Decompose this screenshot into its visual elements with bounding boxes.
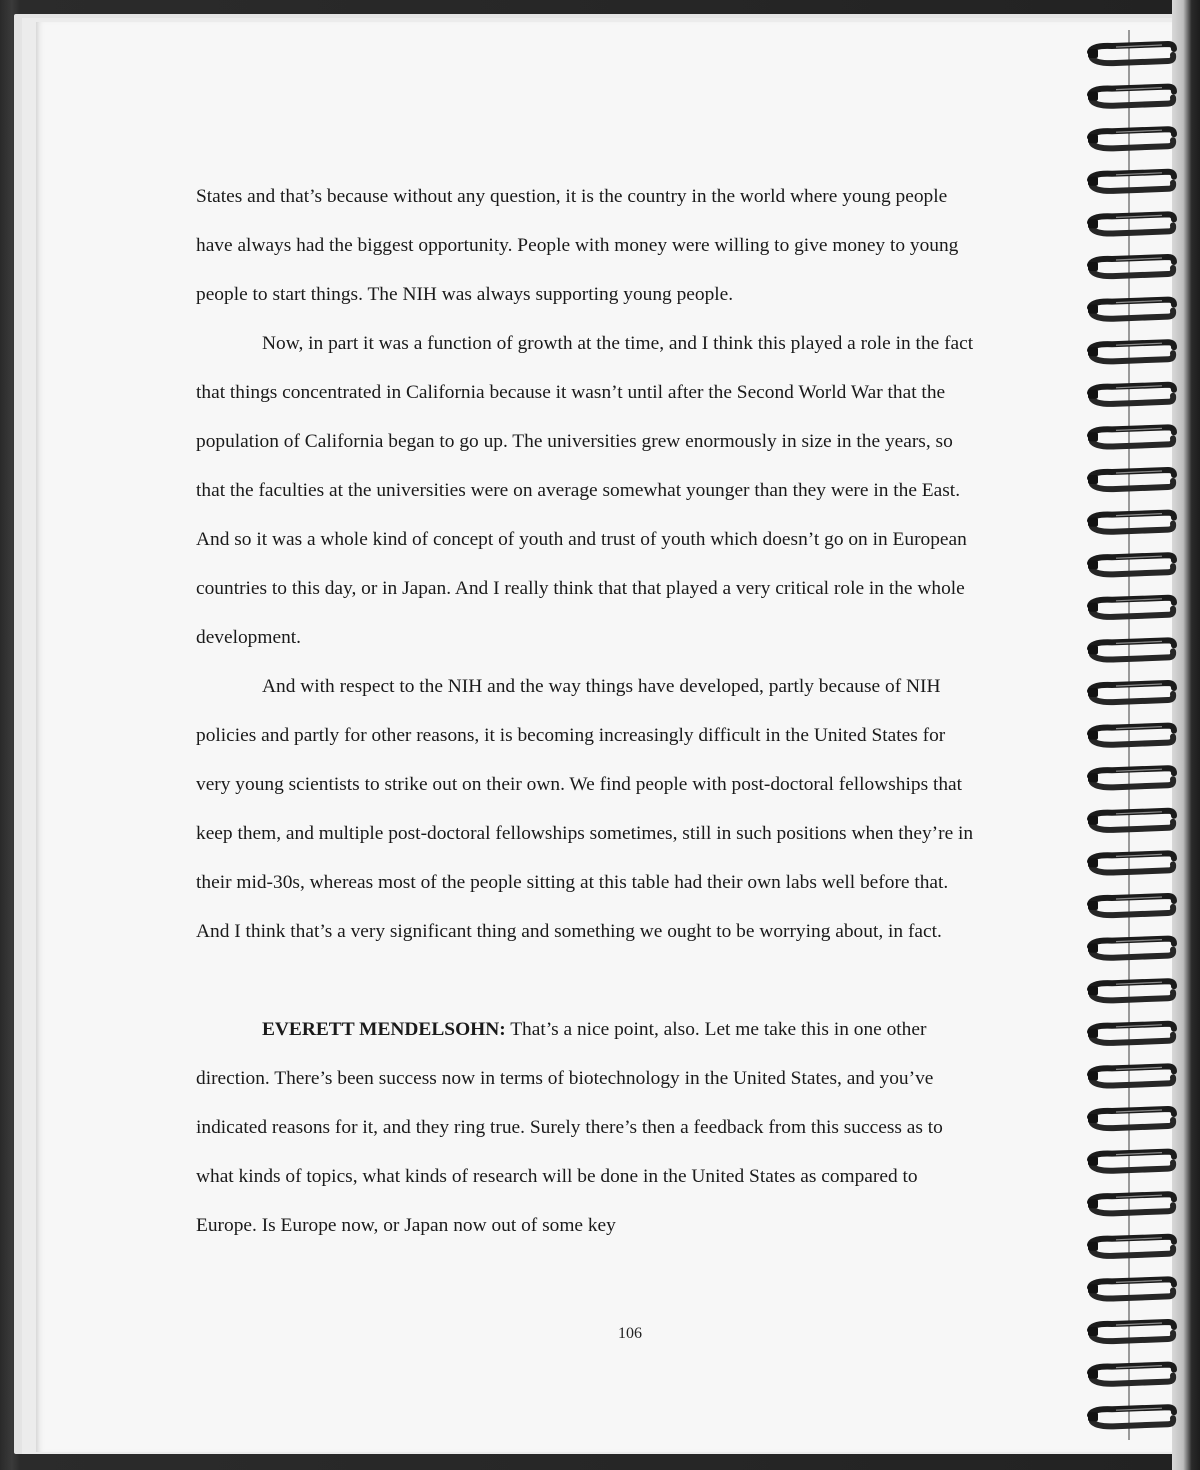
binding-coil bbox=[1088, 470, 1174, 489]
binding-coil bbox=[1088, 44, 1174, 63]
binding-coil bbox=[1088, 214, 1174, 233]
binding-coil bbox=[1088, 726, 1174, 745]
binding-coil bbox=[1088, 513, 1174, 532]
binding-coil bbox=[1088, 1024, 1174, 1043]
paragraph-4 bbox=[196, 1005, 976, 1250]
binding-coil bbox=[1088, 129, 1174, 148]
binding-coil bbox=[1088, 640, 1174, 659]
page-number: 106 bbox=[618, 1325, 642, 1342]
paragraph-3-text: And with respect to the NIH and the way things have developed, partly because of NIH policies and partly for other reasons, it is becoming increasingly difficult in the United States for very young scientists to strike out on their own. We find people with post-doctoral fellowships that keep them, and multiple post-doctoral fellowships sometimes, still in such positions when they’re in their mid-30s, whereas most of the people sitting at this table had their own labs well before that. And I think that’s a very significant thing and something we ought to be worrying about, in fact. bbox=[196, 676, 974, 942]
binding-coil bbox=[1088, 598, 1174, 617]
binding-coil bbox=[1088, 1152, 1174, 1171]
binding-coil bbox=[1088, 768, 1174, 787]
paragraph-1-text: States and that’s because without any question, it is the country in the world where young people have always had the biggest opportunity. People with money were willing to give money to young people to start things. The NIH was always supporting young people. bbox=[196, 186, 959, 305]
binding-coil bbox=[1088, 1237, 1174, 1256]
binding-coil bbox=[1088, 87, 1174, 106]
binding-coil bbox=[1088, 257, 1174, 276]
binding-coil bbox=[1088, 1365, 1174, 1384]
speaker-name: EVERETT MENDELSOHN: bbox=[262, 1019, 506, 1040]
binding-coil bbox=[1088, 1279, 1174, 1298]
binding-coil bbox=[1088, 555, 1174, 574]
paragraph-3 bbox=[196, 662, 976, 956]
binding-coil bbox=[1088, 385, 1174, 404]
paragraph-2-text: Now, in part it was a function of growth at the time, and I think this played a role in the fact that things concentrated in California because it wasn’t until after the Second World War that the population of California began to go up. The universities grew enormously in size in the years, so that the faculties at the universities were on average somewhat younger than they were in the East. And so it was a whole kind of concept of youth and trust of youth which doesn’t go on in European countries to this day, or in Japan. And I really think that that played a very critical role in the whole development. bbox=[196, 333, 974, 648]
binding-coil bbox=[1088, 1194, 1174, 1213]
binding-coil bbox=[1088, 172, 1174, 191]
binding-coil bbox=[1088, 939, 1174, 958]
paragraph-4-text: That’s a nice point, also. Let me take this in one other direction. There’s been success now in terms of biotechnology in the United States, and you’ve indicated reasons for it, and they ring true. Surely there’s then a feedback from this success as to what kinds of topics, what kinds of research will be done in the United States as compared to Europe. Is Europe now, or Japan now out of some key bbox=[196, 1019, 943, 1236]
binding-coil bbox=[1088, 1066, 1174, 1085]
paragraph-2 bbox=[196, 319, 976, 662]
document-page bbox=[36, 22, 1172, 1452]
binding-coil bbox=[1088, 342, 1174, 361]
transcript-text bbox=[196, 172, 976, 1250]
binding-coil bbox=[1088, 1322, 1174, 1341]
binding-coil bbox=[1088, 1407, 1174, 1426]
spiral-binding bbox=[1082, 30, 1182, 1440]
binding-coil bbox=[1088, 683, 1174, 702]
binding-coil bbox=[1088, 896, 1174, 915]
binding-coil bbox=[1088, 981, 1174, 1000]
binding-coil bbox=[1088, 1109, 1174, 1128]
binding-coil bbox=[1088, 300, 1174, 319]
binding-coil bbox=[1088, 853, 1174, 872]
binding-coil bbox=[1088, 811, 1174, 830]
binding-coil bbox=[1088, 427, 1174, 446]
paragraph-1 bbox=[196, 172, 976, 319]
